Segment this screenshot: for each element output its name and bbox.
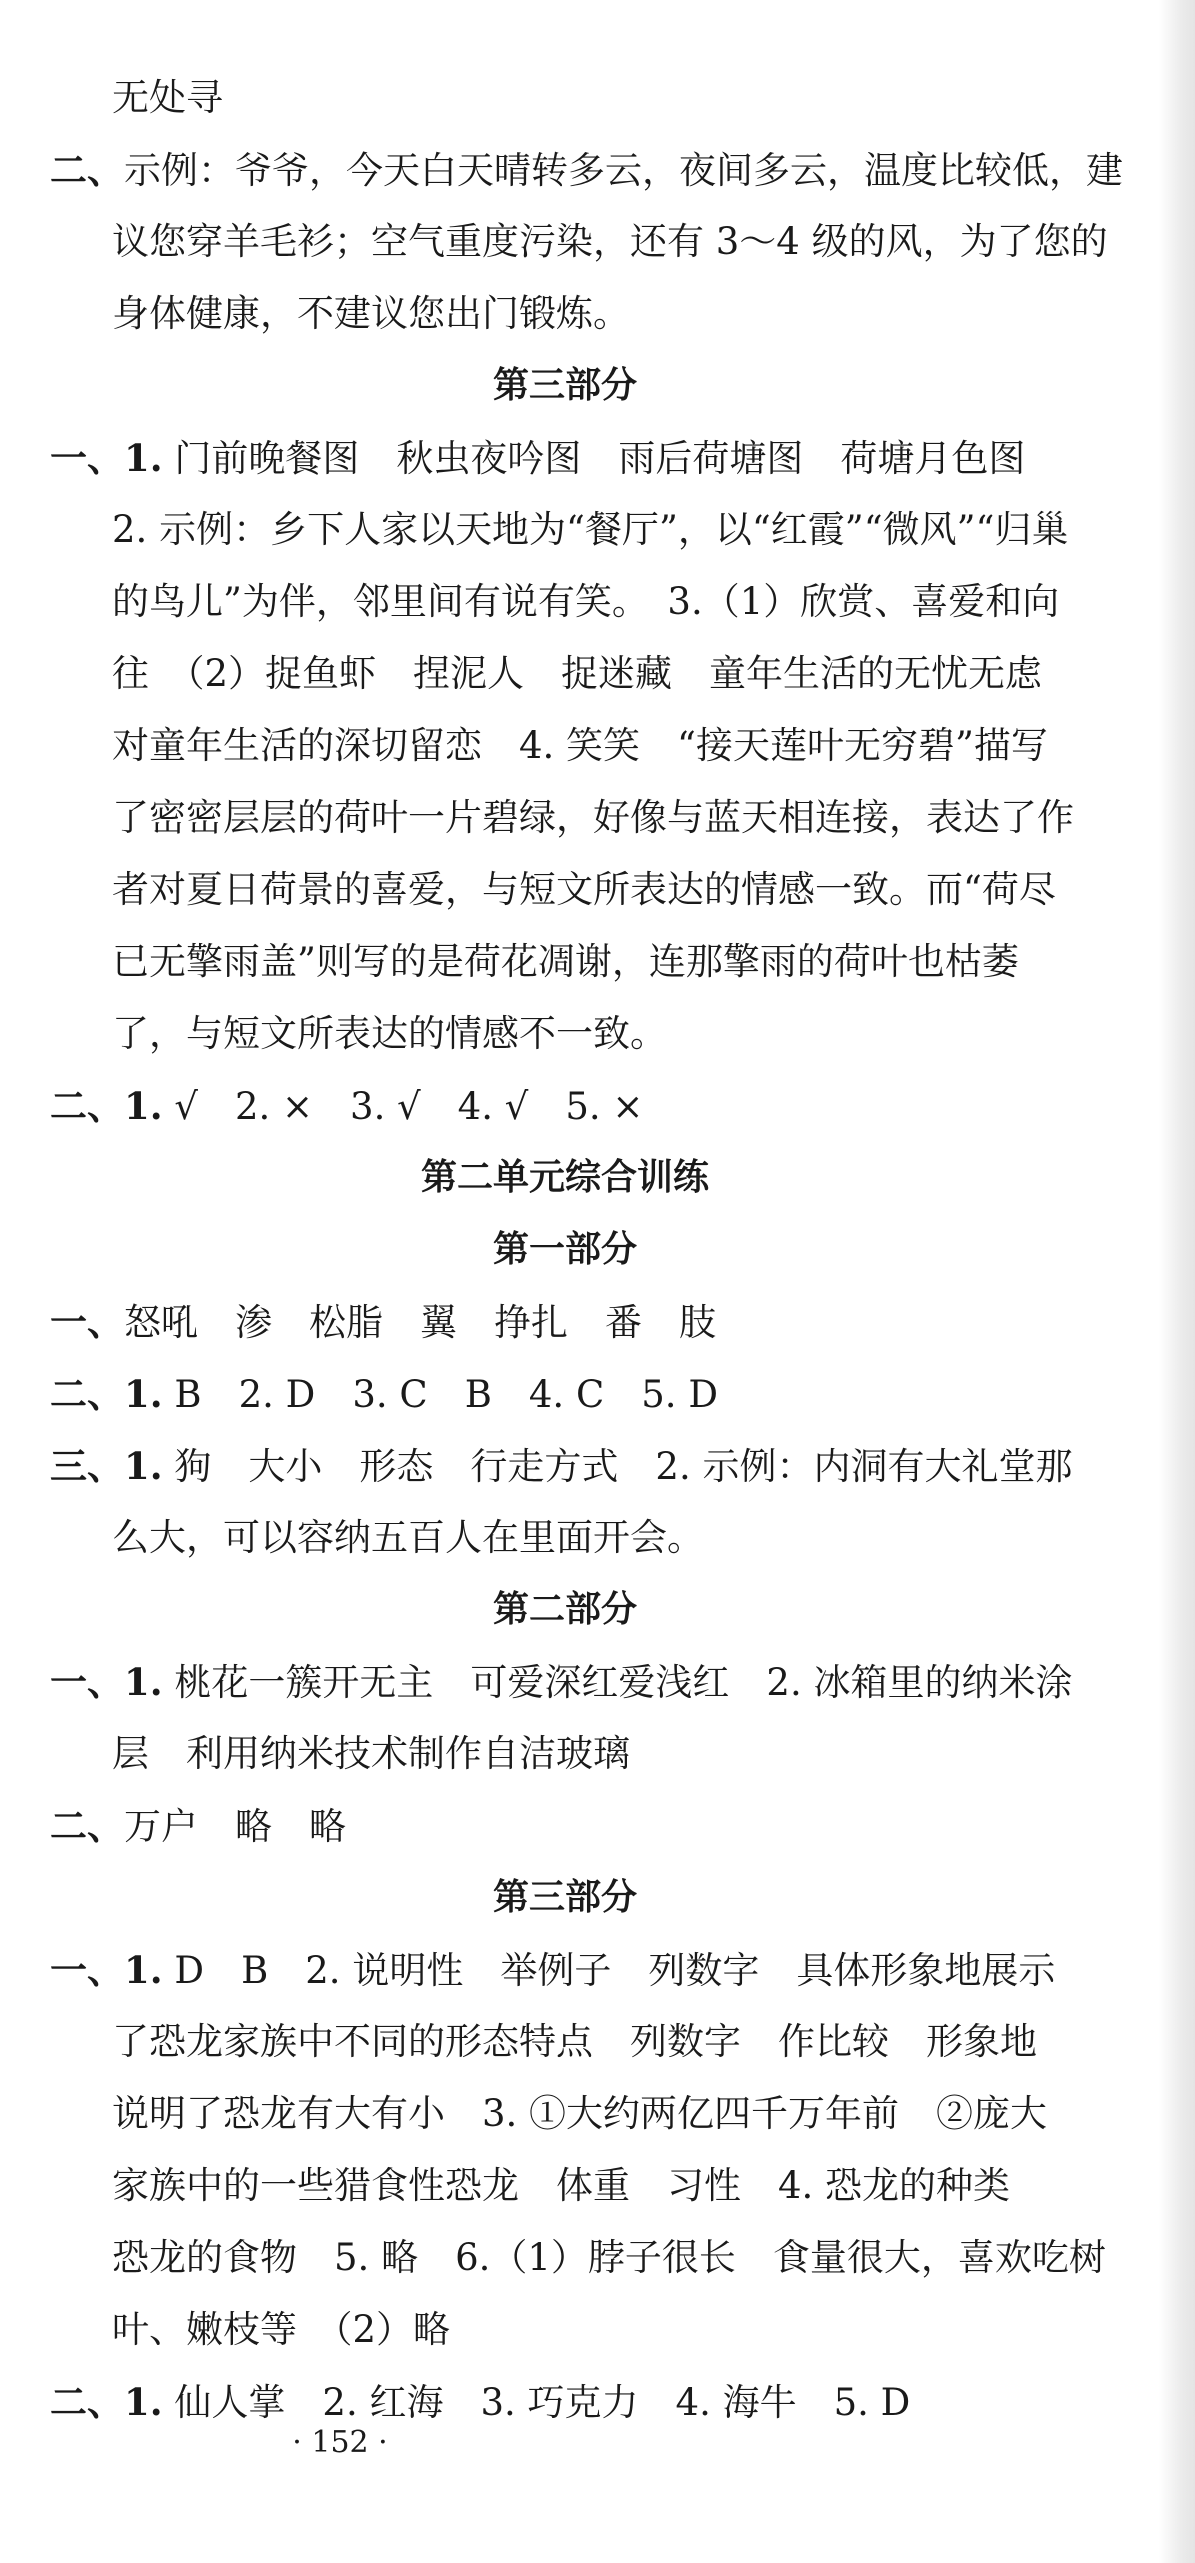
answer-content: [50, 62, 1123, 2438]
section-heading: 第三部分: [492, 365, 637, 406]
answer-item-line: [50, 1358, 1080, 1430]
answer-text: D B 2. 说明性 举例子 列数字 具体形象地展示: [162, 1949, 1056, 1992]
answer-text: 仙人掌 2. 红海 3. 巧克力 4. 海牛 5. D: [162, 2381, 911, 2424]
item-number: 三、1.: [50, 1444, 163, 1488]
answer-item-line: [50, 1646, 1080, 1718]
answer-continuation-line: 往 （2）捉鱼虾 捏泥人 捉迷藏 童年生活的无忧无虑: [112, 652, 1043, 695]
answer-continuation-line: 身体健康，不建议您出门锻炼。: [112, 292, 630, 335]
answer-text: B 2. D 3. C B 4. C 5. D: [162, 1373, 718, 1416]
item-number: 二、1.: [50, 2380, 163, 2424]
answer-text: 门前晚餐图 秋虫夜吟图 雨后荷塘图 荷塘月色图: [162, 437, 1026, 480]
answer-continuation-line: 无处寻: [112, 76, 223, 119]
answer-continuation-line: 恐龙的食物 5. 略 6.（1）脖子很长 食量很大，喜欢吃树: [112, 2236, 1106, 2279]
answer-continuation-line: 叶、嫩枝等 （2）略: [112, 2308, 451, 2351]
answer-continuation-line: 2. 示例：乡下人家以天地为“餐厅”，以“红霞”“微风”“归巢: [112, 508, 1069, 551]
section-heading: 第二单元综合训练: [420, 1157, 709, 1198]
answer-item-line: [50, 134, 1123, 206]
answer-item-line: [50, 422, 1080, 494]
answer-continuation-line: 已无擎雨盖”则写的是荷花凋谢，连那擎雨的荷叶也枯萎: [112, 940, 1019, 983]
answer-continuation-line: 者对夏日荷景的喜爱，与短文所表达的情感一致。而“荷尽: [112, 868, 1056, 911]
section-heading: 第一部分: [492, 1229, 637, 1270]
answer-text: 万户 略 略: [124, 1805, 346, 1848]
answer-continuation-line: 了密密层层的荷叶一片碧绿，好像与蓝天相连接，表达了作: [112, 796, 1074, 839]
answer-item-line: [50, 1790, 1080, 1862]
answer-continuation-line: 么大，可以容纳五百人在里面开会。: [112, 1516, 704, 1559]
answer-text: √ 2. × 3. √ 4. √ 5. ×: [162, 1085, 644, 1128]
item-number: 二、: [50, 1804, 124, 1848]
answer-item-line: [50, 1934, 1080, 2006]
answer-continuation-line: 的鸟儿”为伴，邻里间有说有笑。 3.（1）欣赏、喜爱和向: [112, 580, 1060, 623]
section-heading: 第二部分: [492, 1589, 637, 1630]
answer-item-line: [50, 1070, 1080, 1142]
answer-text: 怒吼 渗 松脂 翼 挣扎 番 肢: [124, 1301, 716, 1344]
item-number: 一、1.: [50, 436, 163, 480]
answer-text: 桃花一簇开无主 可爱深红爱浅红 2. 冰箱里的纳米涂: [162, 1661, 1073, 1704]
answer-continuation-line: 层 利用纳米技术制作自洁玻璃: [112, 1732, 630, 1775]
answer-continuation-line: 说明了恐龙有大有小 3. ①大约两亿四千万年前 ②庞大: [112, 2092, 1048, 2135]
answer-continuation-line: 了，与短文所表达的情感不一致。: [112, 1012, 667, 1055]
item-number: 二、1.: [50, 1084, 163, 1128]
answer-text: 狗 大小 形态 行走方式 2. 示例：内洞有大礼堂那: [162, 1445, 1073, 1488]
answer-text: 示例：爷爷，今天白天晴转多云，夜间多云，温度比较低，建: [124, 149, 1123, 192]
page-edge-shadow: [1159, 0, 1195, 2563]
item-number: 一、: [50, 1300, 124, 1344]
item-number: 二、: [50, 148, 124, 192]
answer-continuation-line: 了恐龙家族中不同的形态特点 列数字 作比较 形象地: [112, 2020, 1037, 2063]
page-number: · 152 ·: [292, 2425, 388, 2460]
item-number: 一、1.: [50, 1660, 163, 1704]
item-number: 一、1.: [50, 1948, 163, 1992]
answer-item-line: [50, 1430, 1080, 1502]
answer-continuation-line: 家族中的一些猎食性恐龙 体重 习性 4. 恐龙的种类: [112, 2164, 1011, 2207]
answer-item-line: [50, 1286, 1080, 1358]
item-number: 二、1.: [50, 1372, 163, 1416]
section-heading: 第三部分: [492, 1877, 637, 1918]
answer-continuation-line: 对童年生活的深切留恋 4. 笑笑 “接天莲叶无穷碧”描写: [112, 724, 1048, 767]
answer-continuation-line: 议您穿羊毛衫；空气重度污染，还有 3～4 级的风，为了您的: [112, 220, 1108, 263]
